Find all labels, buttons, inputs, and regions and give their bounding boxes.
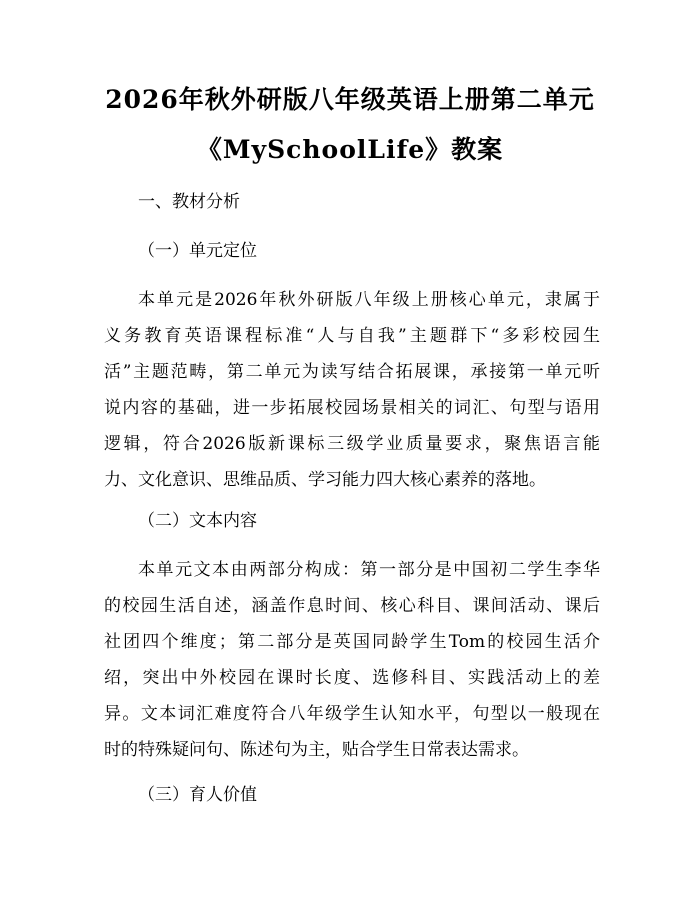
subsection-heading-text-content: （二）文本内容 — [138, 511, 257, 531]
document-title-line-2: 《MySchoolLife》教案 — [196, 135, 504, 164]
paragraph-text-content — [104, 552, 600, 768]
paragraph-unit-positioning — [104, 282, 600, 498]
paragraph-line: 时的特殊疑问句、陈述句为主，贴合学生日常表达需求。 — [104, 740, 529, 760]
paragraph-line: 义务教育英语课程标准“人与自我”主题群下“多彩校园生 — [104, 326, 600, 346]
subsection-heading-educational-value: （三）育人价值 — [138, 785, 257, 805]
subsection-heading-unit-positioning: （一）单元定位 — [138, 241, 257, 261]
paragraph-line: 异。文本词汇难度符合八年级学生认知水平，句型以一般现在 — [104, 704, 600, 724]
paragraph-line: 逻辑，符合2026版新课标三级学业质量要求，聚焦语言能 — [104, 434, 600, 454]
paragraph-line: 说内容的基础，进一步拓展校园场景相关的词汇、句型与语用 — [104, 398, 600, 418]
paragraph-line: 本单元文本由两部分构成：第一部分是中国初二学生李华 — [138, 560, 600, 580]
paragraph-line: 活”主题范畴，第二单元为读写结合拓展课，承接第一单元听 — [104, 362, 600, 382]
section-heading-textbook-analysis: 一、教材分析 — [138, 192, 240, 212]
paragraph-line: 社团四个维度；第二部分是英国同龄学生Tom的校园生活介 — [104, 632, 600, 652]
paragraph-line: 本单元是2026年秋外研版八年级上册核心单元，隶属于 — [138, 290, 600, 310]
paragraph-line: 的校园生活自述，涵盖作息时间、核心科目、课间活动、课后 — [104, 596, 600, 616]
paragraph-line: 绍，突出中外校园在课时长度、选修科目、实践活动上的差 — [104, 668, 600, 688]
document-title-line-1: 2026年秋外研版八年级英语上册第二单元 — [105, 85, 595, 114]
paragraph-line: 力、文化意识、思维品质、学习能力四大核心素养的落地。 — [104, 470, 546, 490]
